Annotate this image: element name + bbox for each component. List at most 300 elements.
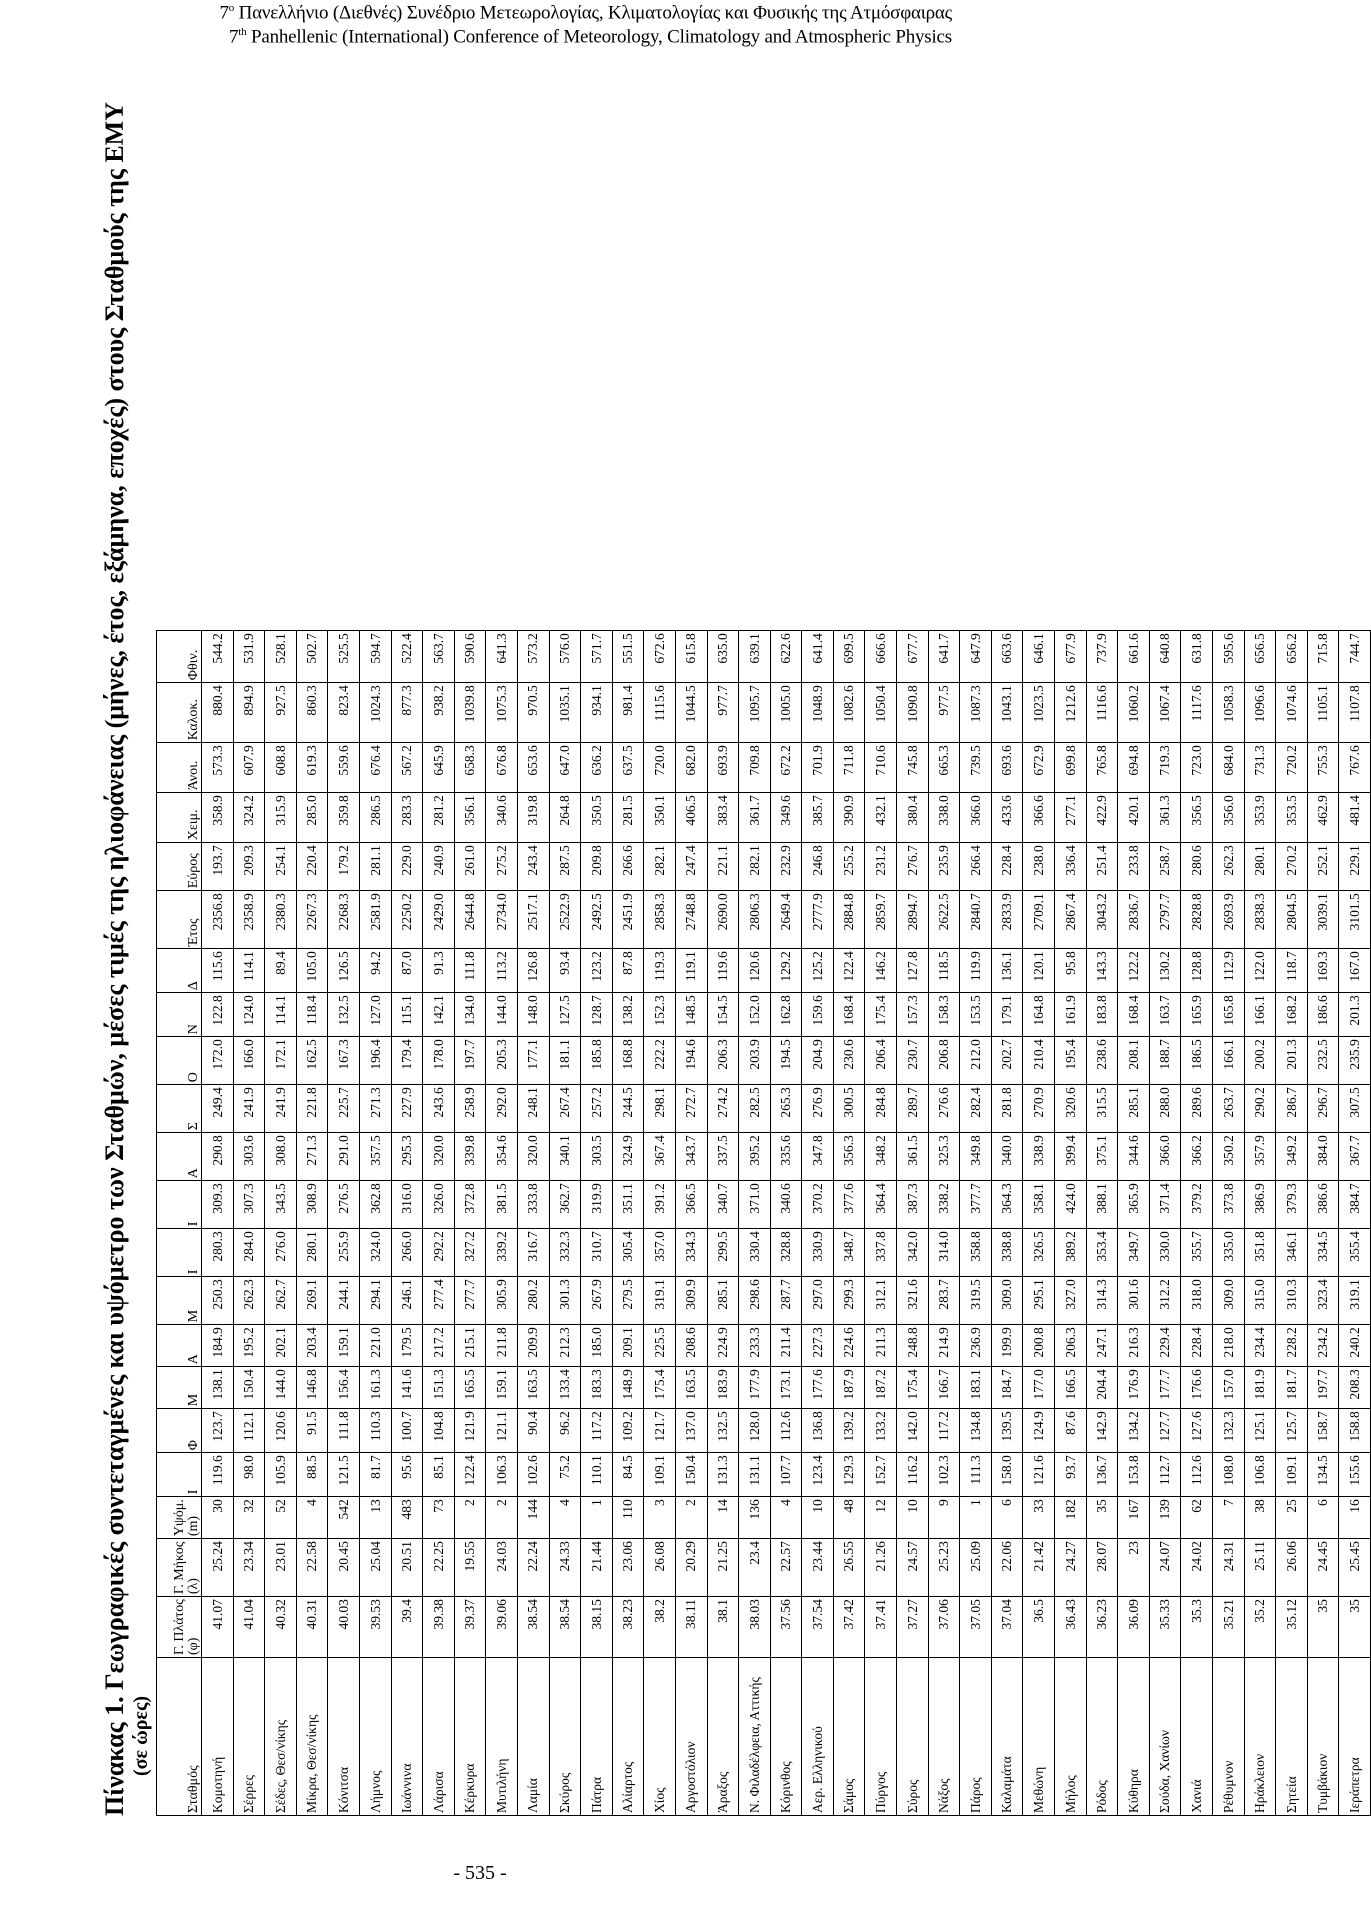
column-header-line2: (m) (186, 1515, 201, 1537)
value-cell: 295.3 (391, 1133, 423, 1181)
value-cell: 38.15 (581, 1597, 613, 1658)
value-cell: 246.1 (391, 1277, 423, 1325)
value-cell: 502.7 (296, 631, 328, 683)
value-cell: 356.3 (833, 1133, 865, 1181)
value-cell: 281.8 (991, 1085, 1023, 1133)
value-cell: 483 (391, 1497, 423, 1539)
value-cell: 109.1 (644, 1453, 676, 1497)
value-cell: 340.1 (549, 1133, 581, 1181)
value-cell: 130.2 (1149, 949, 1181, 993)
value-cell: 13 (359, 1497, 391, 1539)
value-cell: 159.1 (486, 1367, 518, 1409)
value-cell: 326.5 (1023, 1229, 1055, 1277)
value-cell: 232.9 (770, 843, 802, 891)
value-cell: 292.0 (486, 1085, 518, 1133)
value-cell: 126.5 (328, 949, 360, 993)
value-cell: 235.9 (928, 843, 960, 891)
value-cell: 542 (328, 1497, 360, 1539)
value-cell: 312.2 (1149, 1277, 1181, 1325)
value-cell: 353.4 (1086, 1229, 1118, 1277)
value-cell: 203.4 (296, 1325, 328, 1367)
station-name-cell: Αλίαρτος (612, 1658, 644, 1816)
value-cell: 282.5 (739, 1085, 771, 1133)
column-header-line2: Ι (186, 1489, 201, 1495)
value-cell: 169.3 (1307, 949, 1339, 993)
value-cell: 307.3 (233, 1181, 265, 1229)
value-cell: 312.1 (865, 1277, 897, 1325)
value-cell: 139.5 (991, 1409, 1023, 1453)
station-name-cell: Σκύρος (549, 1658, 581, 1816)
value-cell: 276.0 (265, 1229, 297, 1277)
value-cell: 573.3 (202, 743, 234, 793)
value-cell: 358.1 (1023, 1181, 1055, 1229)
value-cell: 656.2 (1276, 631, 1308, 683)
value-cell: 348.7 (833, 1229, 865, 1277)
value-cell: 277.4 (423, 1277, 455, 1325)
column-header (157, 1133, 202, 1181)
value-cell: 338.0 (928, 793, 960, 843)
value-cell: 1075.3 (486, 683, 518, 743)
value-cell: 247.4 (675, 843, 707, 891)
station-name-cell: Σούδα, Χανίων (1149, 1658, 1181, 1816)
value-cell: 208.1 (1118, 1037, 1150, 1085)
value-cell: 335.0 (1213, 1229, 1245, 1277)
value-cell: 112.1 (233, 1409, 265, 1453)
value-cell: 142.1 (423, 993, 455, 1037)
value-cell: 128.7 (581, 993, 613, 1037)
station-name-cell: Πάρος (960, 1658, 992, 1816)
value-cell: 276.5 (328, 1181, 360, 1229)
value-cell: 330.4 (739, 1229, 771, 1277)
station-name-cell: Ιωάννινα (391, 1658, 423, 1816)
value-cell: 113.2 (486, 949, 518, 993)
value-cell: 334.3 (675, 1229, 707, 1277)
value-cell: 877.3 (391, 683, 423, 743)
value-cell: 2833.9 (991, 891, 1023, 949)
value-cell: 262.7 (265, 1277, 297, 1325)
value-cell: 693.6 (991, 743, 1023, 793)
value-cell: 348.2 (865, 1133, 897, 1181)
value-cell: 206.4 (865, 1037, 897, 1085)
value-cell: 206.3 (1055, 1325, 1087, 1367)
value-cell: 24.33 (549, 1539, 581, 1597)
value-cell: 684.0 (1213, 743, 1245, 793)
value-cell: 387.3 (897, 1181, 929, 1229)
table-row (517, 631, 549, 1816)
value-cell: 263.7 (1213, 1085, 1245, 1133)
value-cell: 309.0 (991, 1277, 1023, 1325)
station-name-cell: Πάτρα (581, 1658, 613, 1816)
value-cell: 2649.4 (770, 891, 802, 949)
value-cell: 257.2 (581, 1085, 613, 1133)
value-cell: 247.1 (1086, 1325, 1118, 1367)
value-cell: 127.7 (1149, 1409, 1181, 1453)
value-cell: 715.8 (1307, 631, 1339, 683)
value-cell: 141.6 (391, 1367, 423, 1409)
value-cell: 661.6 (1118, 631, 1150, 683)
column-header-line2: Σταθμός (186, 1765, 201, 1813)
value-cell: 594.7 (359, 631, 391, 683)
value-cell: 136.7 (1086, 1453, 1118, 1497)
value-cell: 183.1 (960, 1367, 992, 1409)
station-name-cell: Λάρισα (423, 1658, 455, 1816)
value-cell: 357.5 (359, 1133, 391, 1181)
value-cell: 37.56 (770, 1597, 802, 1658)
column-header (157, 1453, 202, 1497)
value-cell: 2709.1 (1023, 891, 1055, 949)
value-cell: 221.0 (359, 1325, 391, 1367)
value-cell: 384.7 (1339, 1181, 1371, 1229)
value-cell: 2840.7 (960, 891, 992, 949)
value-cell: 16 (1339, 1497, 1371, 1539)
value-cell: 386.6 (1307, 1181, 1339, 1229)
value-cell: 709.8 (739, 743, 771, 793)
value-cell: 122.2 (1118, 949, 1150, 993)
value-cell: 136.1 (991, 949, 1023, 993)
value-cell: 20.45 (328, 1539, 360, 1597)
column-header-line2: Φθιν. (186, 649, 201, 681)
value-cell: 1067.4 (1149, 683, 1181, 743)
table-row (486, 631, 518, 1816)
value-cell: 755.3 (1307, 743, 1339, 793)
value-cell: 1044.5 (675, 683, 707, 743)
value-cell: 230.7 (897, 1037, 929, 1085)
value-cell: 179.2 (328, 843, 360, 891)
value-cell: 162.5 (296, 1037, 328, 1085)
value-cell: 95.6 (391, 1453, 423, 1497)
value-cell: 91.3 (423, 949, 455, 993)
value-cell: 181.7 (1276, 1367, 1308, 1409)
station-name-cell: Ν. Φιλαδέλφεια, Αττικής (739, 1658, 771, 1816)
value-cell: 2522.9 (549, 891, 581, 949)
value-cell: 285.1 (1118, 1085, 1150, 1133)
value-cell: 366.5 (675, 1181, 707, 1229)
station-name-cell: Σέρρες (233, 1658, 265, 1816)
value-cell: 144.0 (486, 993, 518, 1037)
value-cell: 357.0 (644, 1229, 676, 1277)
value-cell: 326.0 (423, 1181, 455, 1229)
value-cell: 117.2 (581, 1409, 613, 1453)
value-cell: 290.2 (1244, 1085, 1276, 1133)
value-cell: 181.1 (549, 1037, 581, 1085)
value-cell: 2690.0 (707, 891, 739, 949)
value-cell: 142.0 (897, 1409, 929, 1453)
value-cell: 229.0 (391, 843, 423, 891)
column-header-line2: Ν (186, 1024, 201, 1035)
value-cell: 62 (1181, 1497, 1213, 1539)
table-row (328, 631, 360, 1816)
value-cell: 371.4 (1149, 1181, 1181, 1229)
value-cell: 522.4 (391, 631, 423, 683)
value-cell: 21.44 (581, 1539, 613, 1597)
value-cell: 1117.6 (1181, 683, 1213, 743)
value-cell: 653.6 (517, 743, 549, 793)
value-cell: 281.5 (612, 793, 644, 843)
value-cell: 128.0 (739, 1409, 771, 1453)
value-cell: 1035.1 (549, 683, 581, 743)
value-cell: 127.8 (897, 949, 929, 993)
value-cell: 576.0 (549, 631, 581, 683)
value-cell: 175.4 (865, 993, 897, 1037)
value-cell: 183.8 (1086, 993, 1118, 1037)
value-cell: 1087.3 (960, 683, 992, 743)
table-row (233, 631, 265, 1816)
value-cell: 185.0 (581, 1325, 613, 1367)
value-cell: 19.55 (454, 1539, 486, 1597)
value-cell: 286.7 (1276, 1085, 1308, 1133)
value-cell: 823.4 (328, 683, 360, 743)
value-cell: 125.7 (1276, 1409, 1308, 1453)
value-cell: 354.6 (486, 1133, 518, 1181)
value-cell: 337.5 (707, 1133, 739, 1181)
value-cell: 158.0 (991, 1453, 1023, 1497)
value-cell: 38.54 (517, 1597, 549, 1658)
value-cell: 23.34 (233, 1539, 265, 1597)
value-cell: 282.4 (960, 1085, 992, 1133)
value-cell: 386.9 (1244, 1181, 1276, 1229)
value-cell: 280.1 (1244, 843, 1276, 891)
value-cell: 183.9 (707, 1367, 739, 1409)
value-cell: 115.1 (391, 993, 423, 1037)
value-cell: 217.2 (423, 1325, 455, 1367)
value-cell: 115.6 (202, 949, 234, 993)
value-cell: 711.8 (833, 743, 865, 793)
value-cell: 167.0 (1339, 949, 1371, 993)
value-cell: 227.9 (391, 1085, 423, 1133)
value-cell: 36.43 (1055, 1597, 1087, 1658)
value-cell: 117.2 (928, 1409, 960, 1453)
value-cell: 152.7 (865, 1453, 897, 1497)
value-cell: 119.3 (644, 949, 676, 993)
value-cell: 3043.2 (1086, 891, 1118, 949)
value-cell: 880.4 (202, 683, 234, 743)
value-cell: 176.6 (1181, 1367, 1213, 1409)
value-cell: 179.1 (991, 993, 1023, 1037)
sunshine-table (156, 630, 1371, 1816)
value-cell: 233.8 (1118, 843, 1150, 891)
value-cell: 590.6 (454, 631, 486, 683)
value-cell: 277.7 (454, 1277, 486, 1325)
value-cell: 228.4 (1181, 1325, 1213, 1367)
column-header-line2: Έτος (186, 918, 201, 947)
station-name-cell: Μεθώνη (1023, 1658, 1055, 1816)
value-cell: 87.0 (391, 949, 423, 993)
value-cell: 391.2 (644, 1181, 676, 1229)
value-cell: 250.3 (202, 1277, 234, 1325)
value-cell: 197.7 (1307, 1367, 1339, 1409)
value-cell: 340.6 (486, 793, 518, 843)
value-cell: 340.7 (707, 1181, 739, 1229)
value-cell: 136 (739, 1497, 771, 1539)
value-cell: 315.9 (265, 793, 297, 843)
value-cell: 544.2 (202, 631, 234, 683)
value-cell: 39.37 (454, 1597, 486, 1658)
station-name-cell: Κέρκυρα (454, 1658, 486, 1816)
value-cell: 35 (1086, 1497, 1118, 1539)
value-cell: 349.7 (1118, 1229, 1150, 1277)
value-cell: 238.0 (1023, 843, 1055, 891)
value-cell: 105.9 (265, 1453, 297, 1497)
value-cell: 677.7 (897, 631, 929, 683)
value-cell: 647.9 (960, 631, 992, 683)
value-cell: 631.8 (1181, 631, 1213, 683)
value-cell: 248.1 (517, 1085, 549, 1133)
value-cell: 258.9 (454, 1085, 486, 1133)
value-cell: 36.09 (1118, 1597, 1150, 1658)
value-cell: 573.2 (517, 631, 549, 683)
value-cell: 324.2 (233, 793, 265, 843)
value-cell: 343.5 (265, 1181, 297, 1229)
value-cell: 85.1 (423, 1453, 455, 1497)
table-row (296, 631, 328, 1816)
value-cell: 1 (581, 1497, 613, 1539)
value-cell: 112.7 (1149, 1453, 1181, 1497)
value-cell: 168.8 (612, 1037, 644, 1085)
value-cell: 2517.1 (517, 891, 549, 949)
value-cell: 366.6 (1023, 793, 1055, 843)
column-header (157, 1658, 202, 1816)
column-header (157, 793, 202, 843)
value-cell: 209.9 (517, 1325, 549, 1367)
value-cell: 356.5 (1181, 793, 1213, 843)
value-cell: 2797.7 (1149, 891, 1181, 949)
table-row (423, 631, 455, 1816)
value-cell: 25.23 (928, 1539, 960, 1597)
value-cell: 731.3 (1244, 743, 1276, 793)
value-cell: 607.9 (233, 743, 265, 793)
value-cell: 73 (423, 1497, 455, 1539)
value-cell: 209.8 (581, 843, 613, 891)
value-cell: 291.0 (328, 1133, 360, 1181)
value-cell: 120.1 (1023, 949, 1055, 993)
value-cell: 134.5 (1307, 1453, 1339, 1497)
table-row (1339, 631, 1371, 1816)
value-cell: 255.2 (833, 843, 865, 891)
value-cell: 384.0 (1307, 1133, 1339, 1181)
value-cell: 133.2 (865, 1409, 897, 1453)
value-cell: 23 (1118, 1539, 1150, 1597)
value-cell: 356.0 (1213, 793, 1245, 843)
value-cell: 158.8 (1339, 1409, 1371, 1453)
value-cell: 102.6 (517, 1453, 549, 1497)
value-cell: 388.1 (1086, 1181, 1118, 1229)
value-cell: 359.8 (328, 793, 360, 843)
table-row (359, 631, 391, 1816)
value-cell: 120.6 (739, 949, 771, 993)
value-cell: 111.8 (328, 1409, 360, 1453)
value-cell: 114.1 (233, 949, 265, 993)
value-cell: 340.0 (991, 1133, 1023, 1181)
value-cell: 144 (517, 1497, 549, 1539)
value-cell: 308.9 (296, 1181, 328, 1229)
value-cell: 720.2 (1276, 743, 1308, 793)
value-cell: 177.9 (739, 1367, 771, 1409)
value-cell: 127.6 (1181, 1409, 1213, 1453)
column-header-line2: Ο (186, 1072, 201, 1083)
value-cell: 258.7 (1149, 843, 1181, 891)
value-cell: 981.4 (612, 683, 644, 743)
value-cell: 36.23 (1086, 1597, 1118, 1658)
station-name-cell: Καλαμάτα (991, 1658, 1023, 1816)
value-cell: 663.6 (991, 631, 1023, 683)
value-cell: 531.9 (233, 631, 265, 683)
value-cell: 240.9 (423, 843, 455, 891)
column-header (157, 949, 202, 993)
table-subtitle: (σε ώρες) (130, 1695, 152, 1776)
value-cell: 406.5 (675, 793, 707, 843)
value-cell: 124.0 (233, 993, 265, 1037)
table-row (1023, 631, 1055, 1816)
value-cell: 179.5 (391, 1325, 423, 1367)
table-row (644, 631, 676, 1816)
value-cell: 355.4 (1339, 1229, 1371, 1277)
value-cell: 364.4 (865, 1181, 897, 1229)
value-cell: 37.06 (928, 1597, 960, 1658)
value-cell: 122.0 (1244, 949, 1276, 993)
value-cell: 125.1 (1244, 1409, 1276, 1453)
value-cell: 40.03 (328, 1597, 360, 1658)
value-cell: 351.8 (1244, 1229, 1276, 1277)
value-cell: 81.7 (359, 1453, 391, 1497)
value-cell: 640.8 (1149, 631, 1181, 683)
value-cell: 366.0 (1149, 1133, 1181, 1181)
value-cell: 254.1 (265, 843, 297, 891)
value-cell: 143.3 (1086, 949, 1118, 993)
value-cell: 23.06 (612, 1539, 644, 1597)
value-cell: 139 (1149, 1497, 1181, 1539)
value-cell: 1096.6 (1244, 683, 1276, 743)
value-cell: 2748.8 (675, 891, 707, 949)
value-cell: 38.03 (739, 1597, 771, 1658)
value-cell: 229.1 (1339, 843, 1371, 891)
value-cell: 209.3 (233, 843, 265, 891)
station-name-cell: Ηράκλειον (1244, 1658, 1276, 1816)
value-cell: 301.6 (1118, 1277, 1150, 1325)
value-cell: 246.8 (802, 843, 834, 891)
value-cell: 290.8 (202, 1133, 234, 1181)
value-cell: 118.7 (1276, 949, 1308, 993)
value-cell: 195.2 (233, 1325, 265, 1367)
value-cell: 168.4 (1118, 993, 1150, 1037)
value-cell: 327.0 (1055, 1277, 1087, 1325)
value-cell: 379.2 (1181, 1181, 1213, 1229)
value-cell: 289.7 (897, 1085, 929, 1133)
value-cell: 162.8 (770, 993, 802, 1037)
column-header-line1: Γ. Μήκος (172, 1541, 187, 1595)
value-cell: 35.12 (1276, 1597, 1308, 1658)
value-cell: 276.9 (802, 1085, 834, 1133)
value-cell: 362.7 (549, 1181, 581, 1229)
value-cell: 270.2 (1276, 843, 1308, 891)
column-header-line2: Ι (186, 1269, 201, 1275)
value-cell: 87.8 (612, 949, 644, 993)
value-cell: 151.3 (423, 1367, 455, 1409)
value-cell: 35 (1339, 1597, 1371, 1658)
value-cell: 203.9 (739, 1037, 771, 1085)
value-cell: 234.2 (1307, 1325, 1339, 1367)
value-cell: 324.0 (359, 1229, 391, 1277)
value-cell: 2356.8 (202, 891, 234, 949)
value-cell: 349.6 (770, 793, 802, 843)
value-cell: 2777.9 (802, 891, 834, 949)
value-cell: 231.2 (865, 843, 897, 891)
value-cell: 316.7 (517, 1229, 549, 1277)
value-cell: 385.7 (802, 793, 834, 843)
value-cell: 228.4 (991, 843, 1023, 891)
value-cell: 173.1 (770, 1367, 802, 1409)
value-cell: 235.9 (1339, 1037, 1371, 1085)
value-cell: 35.21 (1213, 1597, 1245, 1658)
